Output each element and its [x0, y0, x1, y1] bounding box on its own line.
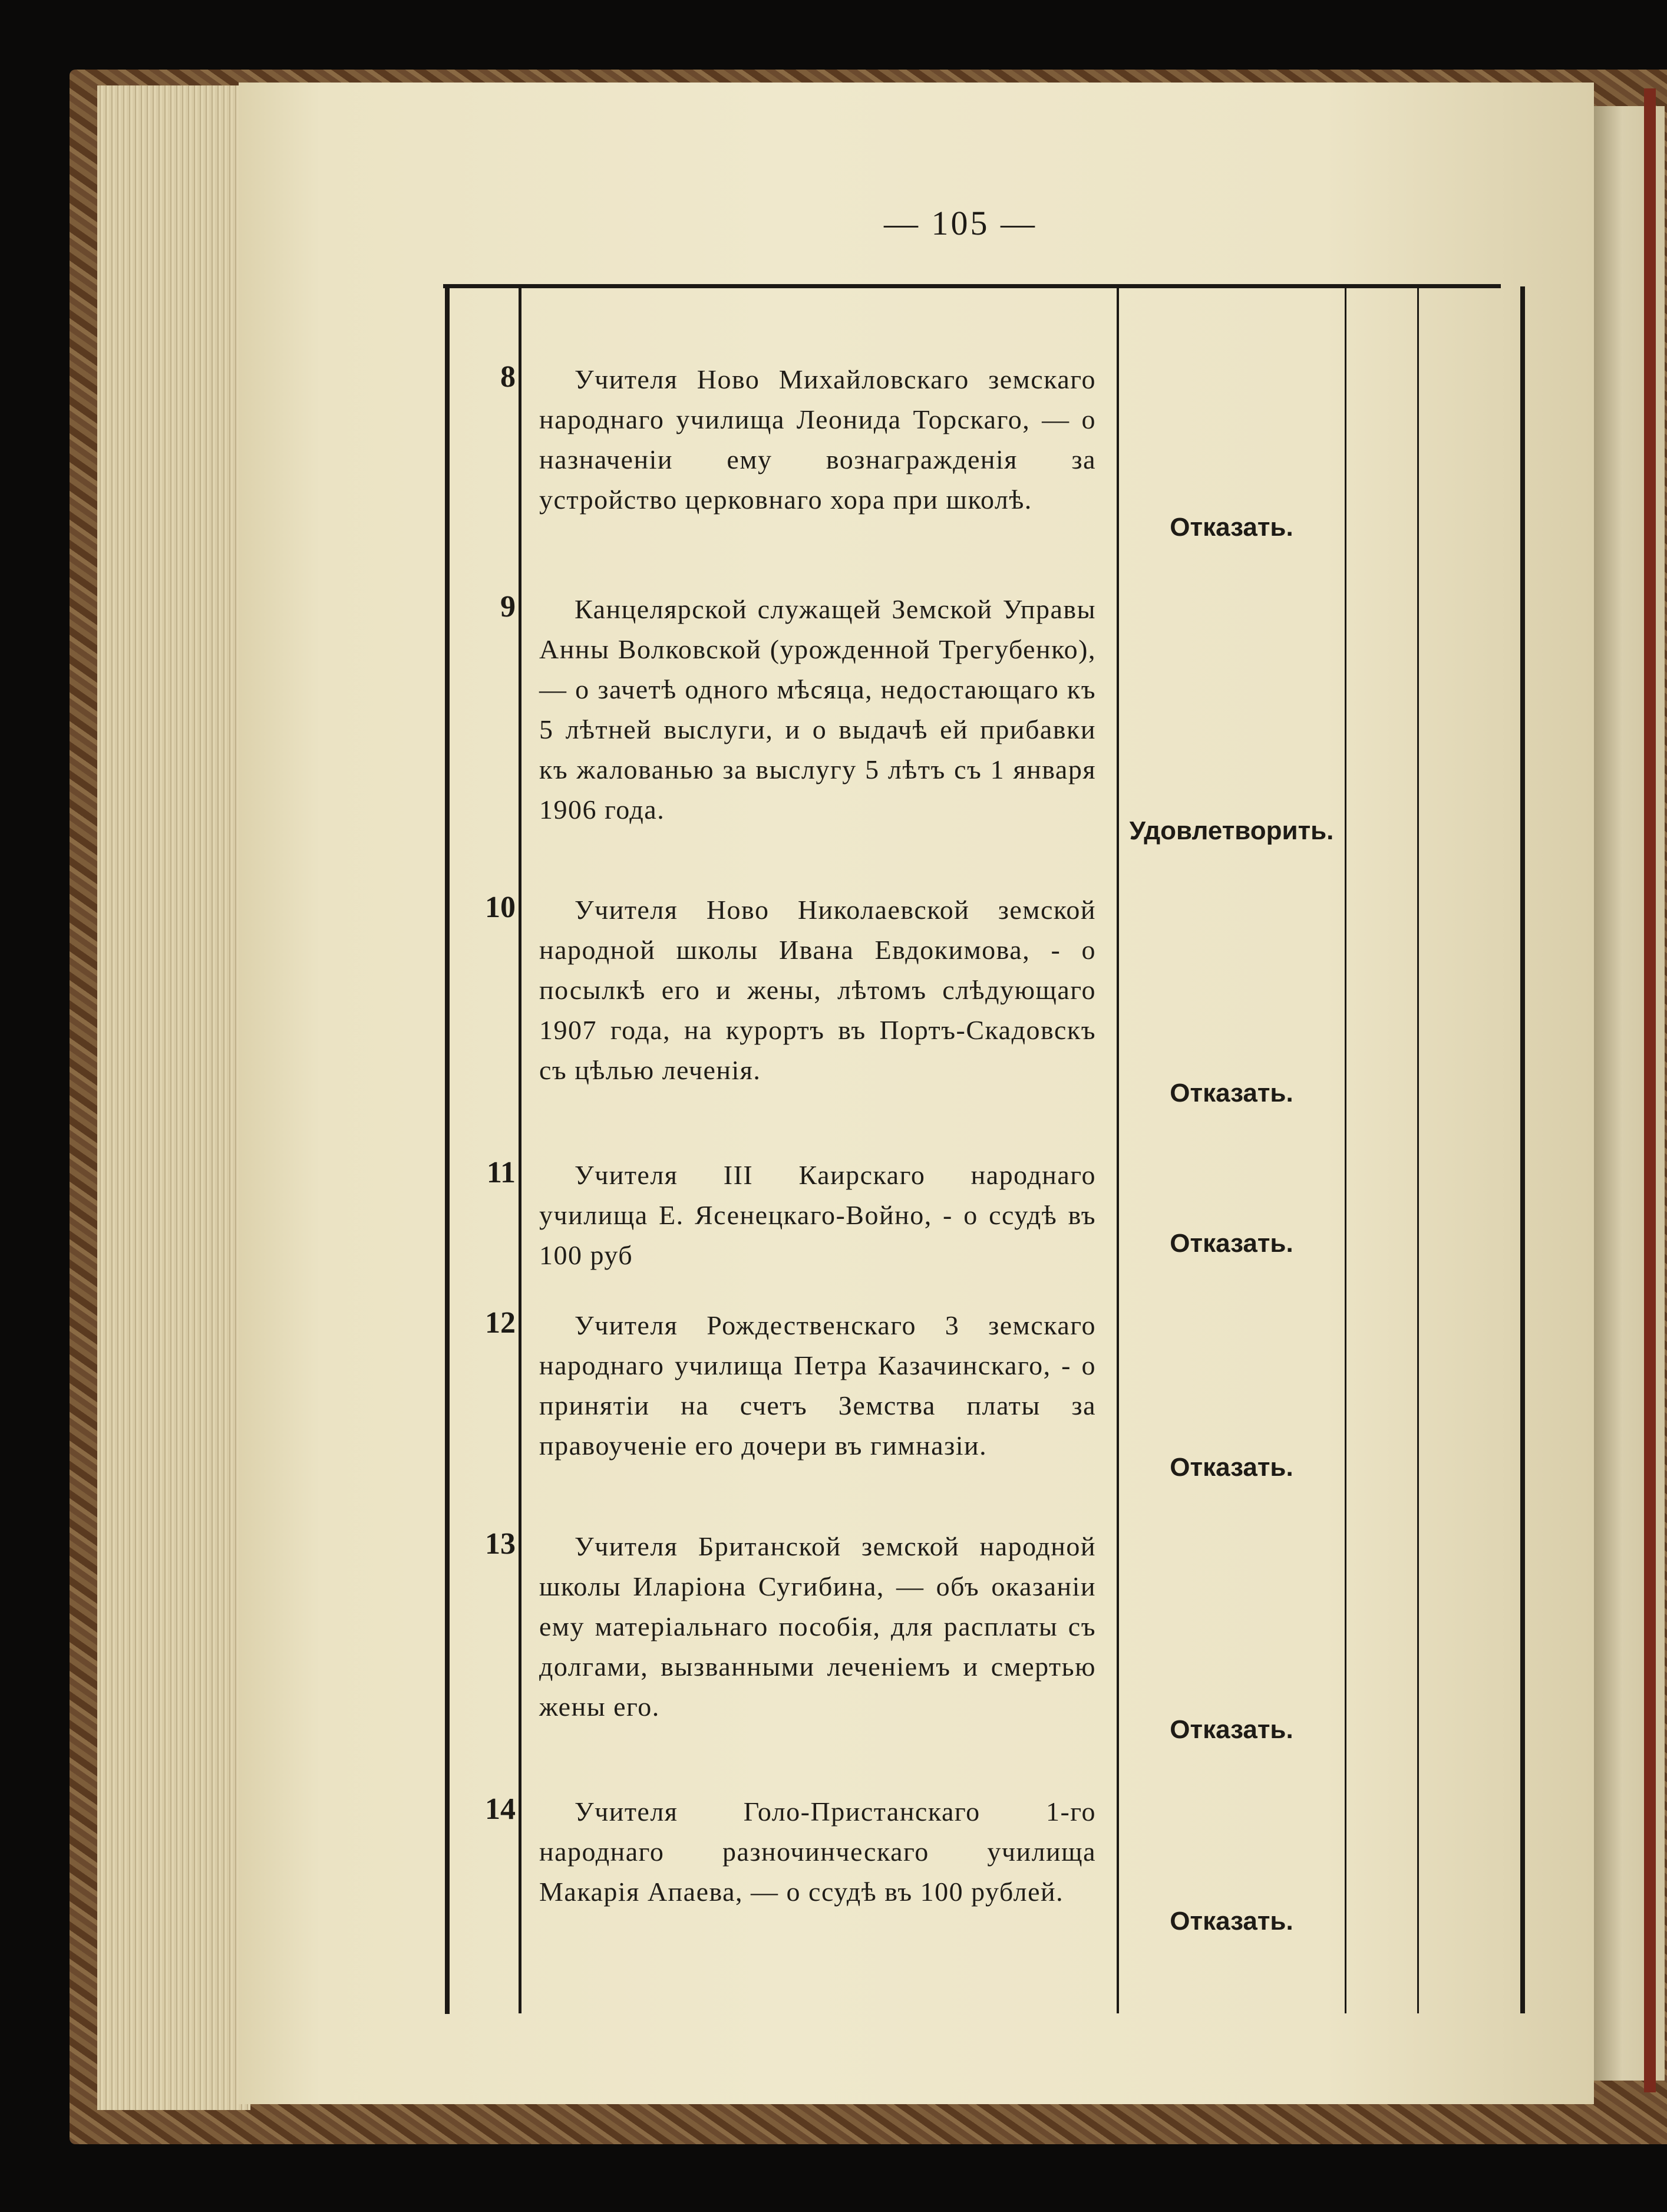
- row-petition-text: Канцелярской служащей Земской Управы Анны Волковской (урожденной Трегубенко), — о зачетѣ одного мѣсяца, недостающаго къ 5 лѣтней выслуги, и о выдачѣ ей прибавки къ жалованью за выслугу 5 лѣтъ съ 1 января 1906 года.: [539, 594, 1096, 825]
- row-petition-text: Учителя III Каирскаго народнаго училища Е. Ясенецкаго-Войно, - о ссудѣ въ 100 руб: [539, 1160, 1096, 1270]
- row-number: 8: [500, 360, 516, 394]
- row-decision: Отказать.: [1170, 1229, 1293, 1258]
- table-top-rule: [443, 284, 1501, 288]
- row-number: 10: [485, 891, 516, 924]
- row-petition-text: Учителя Голо-Пристанскаго 1-го народнаго разночинческаго училища Макарія Апаева, — о ссудѣ въ 100 рублей.: [539, 1796, 1096, 1907]
- row-petition-text: Учителя Рождественскаго 3 земскаго народнаго училища Петра Казачинскаго, - о принятіи на счетъ Земства платы за правоученіе его дочери въ гимназіи.: [539, 1310, 1096, 1461]
- row-decision: Отказать.: [1170, 1715, 1293, 1744]
- row-decision: Отказать.: [1170, 1453, 1293, 1482]
- row-number: 9: [500, 590, 516, 624]
- row-decision: Отказать.: [1170, 1079, 1293, 1107]
- extra-column-rule-a: [1345, 286, 1346, 2013]
- cover-spine-edge: [1644, 88, 1656, 2092]
- row-decision: Отказать.: [1170, 513, 1293, 542]
- row-number: 12: [485, 1306, 516, 1340]
- row-petition-text: Учителя Британской земской народной школы Иларіона Сугибина, — объ оказаніи ему матеріальнаго пособія, для расплаты съ долгами, вызванными леченіемъ и смертью жены его.: [539, 1531, 1096, 1722]
- number-column-rule: [519, 286, 521, 2013]
- page-number: — 105 —: [884, 204, 1037, 242]
- row-petition-text: Учителя Ново Николаевской земской народной школы Ивана Евдокимова, - о посылкѣ его и жены, лѣтомъ слѣдующаго 1907 года, на курортъ въ Портъ-Скадовскъ съ цѣлью леченія.: [539, 895, 1096, 1085]
- decision-column-rule: [1117, 286, 1119, 2013]
- row-number: 13: [485, 1527, 516, 1561]
- row-decision: Отказать.: [1170, 1907, 1293, 1936]
- extra-column-rule-b: [1417, 286, 1419, 2013]
- table-right-rule: [1520, 286, 1525, 2013]
- page-stack-edge: [97, 85, 250, 2110]
- row-number: 11: [486, 1156, 516, 1189]
- row-number: 14: [485, 1792, 516, 1826]
- table-left-rule: [445, 284, 450, 2014]
- row-decision: Удовлетворить.: [1129, 816, 1334, 845]
- row-petition-text: Учителя Ново Михайловскаго земскаго народнаго училища Леонида Торскаго, — о назначеніи ему вознагражденія за устройство церковнаго хора при школѣ.: [539, 364, 1096, 515]
